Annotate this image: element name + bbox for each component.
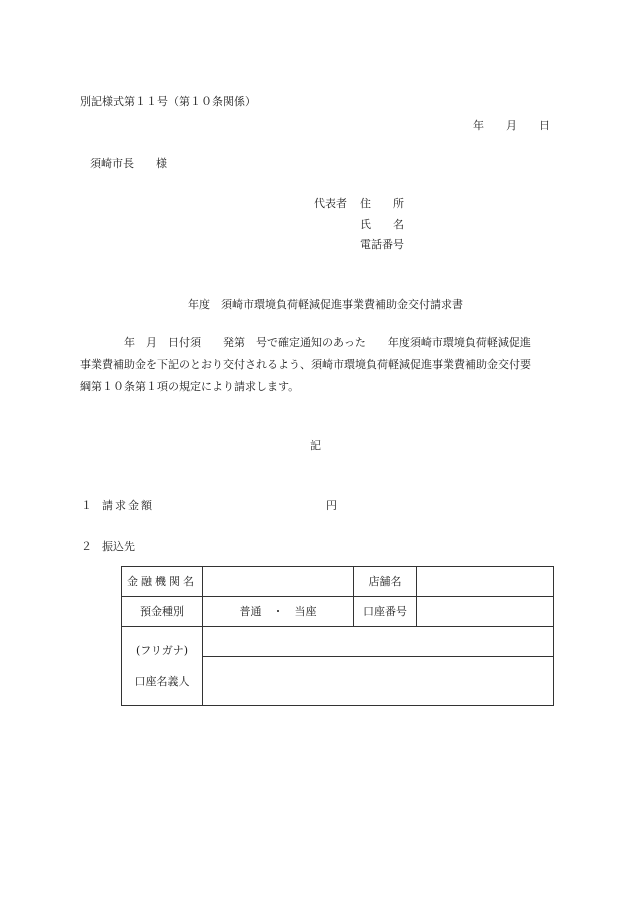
furigana-label: (フリガナ) <box>135 644 189 657</box>
address-label: 住 所 <box>360 197 404 210</box>
item2-label: 振込先 <box>102 540 135 553</box>
table-row <box>122 627 554 657</box>
account-number-label: 口座番号 <box>354 597 417 627</box>
phone-label: 電話番号 <box>360 238 404 251</box>
body-line-1: 年 月 日付須 発第 号で確定通知のあった 年度須崎市環境負荷軽減促進 <box>124 336 531 349</box>
holder-label: 口座名義人 <box>134 675 190 688</box>
representative-label: 代表者 <box>314 197 347 210</box>
holder-name-field[interactable] <box>203 657 554 706</box>
item2-number: ２ <box>81 540 92 553</box>
name-label: 氏 名 <box>360 218 404 231</box>
body-paragraph <box>80 332 552 398</box>
body-line-3: 綱第１０条第１項の規定により請求します。 <box>80 380 300 393</box>
table-row <box>122 597 554 627</box>
account-type-label: 預金種別 <box>122 597 203 627</box>
table-row <box>122 567 554 597</box>
institution-label: 金融機関名 <box>122 567 203 597</box>
body-line-2: 事業費補助金を下記のとおり交付されるよう、須崎市環境負荷軽減促進事業費補助金交付要 <box>80 358 531 371</box>
institution-field[interactable] <box>203 567 354 597</box>
branch-field[interactable] <box>417 567 554 597</box>
document-title: 年度 須崎市環境負荷軽減促進事業費補助金交付請求書 <box>188 298 463 311</box>
holder-label-cell <box>122 627 203 706</box>
item1-label: 請求金額 <box>102 499 154 512</box>
item1-unit: 円 <box>326 499 337 512</box>
account-number-field[interactable] <box>417 597 554 627</box>
form-number: 別記様式第１１号（第１０条関係） <box>80 95 256 108</box>
bank-account-table <box>121 566 554 706</box>
account-type-value[interactable]: 普通 ・ 当座 <box>203 597 354 627</box>
branch-label: 店舗名 <box>354 567 417 597</box>
item1-number: １ <box>81 499 92 512</box>
furigana-field[interactable] <box>203 627 554 657</box>
ki-heading: 記 <box>310 439 321 452</box>
recipient: 須崎市長 様 <box>90 157 167 170</box>
date-line: 年 月 日 <box>473 119 550 132</box>
